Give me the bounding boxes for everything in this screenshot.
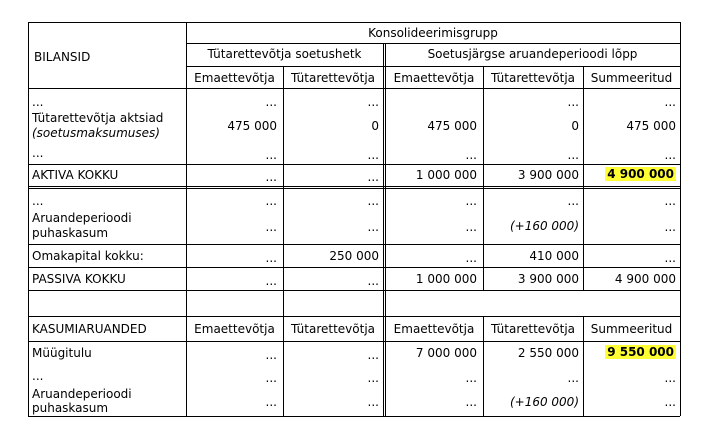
- ellipsis: ...: [465, 148, 477, 162]
- ellipsis: ...: [465, 395, 477, 409]
- cell: 0: [371, 119, 379, 133]
- cell: (+160 000): [509, 219, 579, 233]
- income-col-parent-end: Emaettevõtja: [393, 322, 475, 336]
- cell: 250 000: [329, 249, 379, 263]
- ellipsis: ...: [367, 148, 379, 162]
- subsidiary-shares-note: (soetusmaksumuses): [32, 126, 160, 140]
- ellipsis: ...: [265, 220, 277, 234]
- ellipsis: ...: [32, 194, 44, 208]
- ellipsis: ...: [664, 194, 676, 208]
- cell: 3 900 000: [517, 168, 579, 182]
- sales-label: Müügitulu: [32, 346, 92, 360]
- ellipsis: ...: [265, 194, 277, 208]
- net-profit-label: Aruandeperioodi: [32, 211, 132, 225]
- ellipsis: ...: [32, 146, 44, 160]
- ellipsis: ...: [664, 395, 676, 409]
- ellipsis: ...: [367, 220, 379, 234]
- income-col-summed: Summeeritud: [590, 322, 673, 336]
- liabilities-total-label: PASSIVA KOKKU: [32, 272, 126, 286]
- highlight: 4 900 000: [607, 167, 674, 181]
- highlighted-sales-total: [583, 345, 676, 359]
- assets-total-label: AKTIVA KOKKU: [32, 168, 119, 182]
- cell: ...: [664, 251, 676, 265]
- col-parent-end: Emaettevõtja: [393, 71, 475, 85]
- cell: ...: [265, 251, 277, 265]
- period-end-header: Soetusjärgse aruandeperioodi lõpp: [427, 47, 638, 61]
- subsidiary-shares-label: Tütarettevõtja aktsiad: [32, 111, 164, 125]
- ellipsis: ...: [367, 194, 379, 208]
- ellipsis: ...: [664, 371, 676, 385]
- income-net-profit-label: Aruandeperioodi: [32, 387, 132, 401]
- ellipsis: ...: [265, 95, 277, 109]
- equity-label: Omakapital kokku:: [32, 249, 144, 263]
- cell: 0: [571, 119, 579, 133]
- cell: 3 900 000: [517, 272, 579, 286]
- ellipsis: ...: [265, 371, 277, 385]
- income-col-parent: Emaettevõtja: [194, 322, 275, 336]
- col-parent: Emaettevõtja: [194, 71, 275, 85]
- ellipsis: ...: [367, 395, 379, 409]
- income-col-subsidiary: Tütarettevõtja: [290, 322, 376, 336]
- cell: 475 000: [227, 119, 277, 133]
- cell: ...: [265, 170, 277, 184]
- cell: ...: [465, 251, 477, 265]
- ellipsis: ...: [367, 348, 379, 362]
- ellipsis: ...: [32, 95, 44, 109]
- acquisition-moment-header: Tütarettevõtja soetushetk: [207, 47, 362, 61]
- ellipsis: ...: [367, 371, 379, 385]
- ellipsis: ...: [465, 220, 477, 234]
- ellipsis: ...: [265, 348, 277, 362]
- ellipsis: ...: [32, 369, 44, 383]
- ellipsis: ...: [367, 95, 379, 109]
- cell: 1 000 000: [415, 168, 477, 182]
- cell: ...: [367, 170, 379, 184]
- income-col-subsidiary-end: Tütarettevõtja: [490, 322, 576, 336]
- cell: 7 000 000: [415, 346, 477, 360]
- cell: 4 900 000: [614, 272, 676, 286]
- ellipsis: ...: [664, 95, 676, 109]
- cell: (+160 000): [509, 395, 579, 409]
- cell: ...: [367, 274, 379, 288]
- cell: 1 000 000: [415, 272, 477, 286]
- cell: ...: [265, 274, 277, 288]
- col-subsidiary: Tütarettevõtja: [290, 71, 376, 85]
- ellipsis: ...: [265, 395, 277, 409]
- cell: 475 000: [427, 119, 477, 133]
- cell: 2 550 000: [517, 346, 579, 360]
- ellipsis: ...: [265, 148, 277, 162]
- ellipsis: ...: [567, 95, 579, 109]
- group-header: Konsolideerimisgrupp: [368, 26, 498, 40]
- ellipsis: ...: [465, 194, 477, 208]
- cell: 410 000: [529, 249, 579, 263]
- cell: 475 000: [626, 119, 676, 133]
- highlight: 9 550 000: [607, 345, 674, 359]
- col-subsidiary-end: Tütarettevõtja: [490, 71, 576, 85]
- income-title: KASUMIARUANDED: [32, 322, 147, 336]
- col-summed: Summeeritud: [590, 71, 673, 85]
- ellipsis: ...: [567, 371, 579, 385]
- ellipsis: ...: [567, 194, 579, 208]
- ellipsis: ...: [567, 148, 579, 162]
- ellipsis: ...: [465, 371, 477, 385]
- balance-title: BILANSID: [34, 50, 91, 64]
- ellipsis: ...: [664, 148, 676, 162]
- income-net-profit-label-2: puhaskasum: [32, 401, 109, 415]
- highlighted-assets-total: [583, 167, 676, 181]
- ellipsis: ...: [664, 220, 676, 234]
- net-profit-label-2: puhaskasum: [32, 226, 109, 240]
